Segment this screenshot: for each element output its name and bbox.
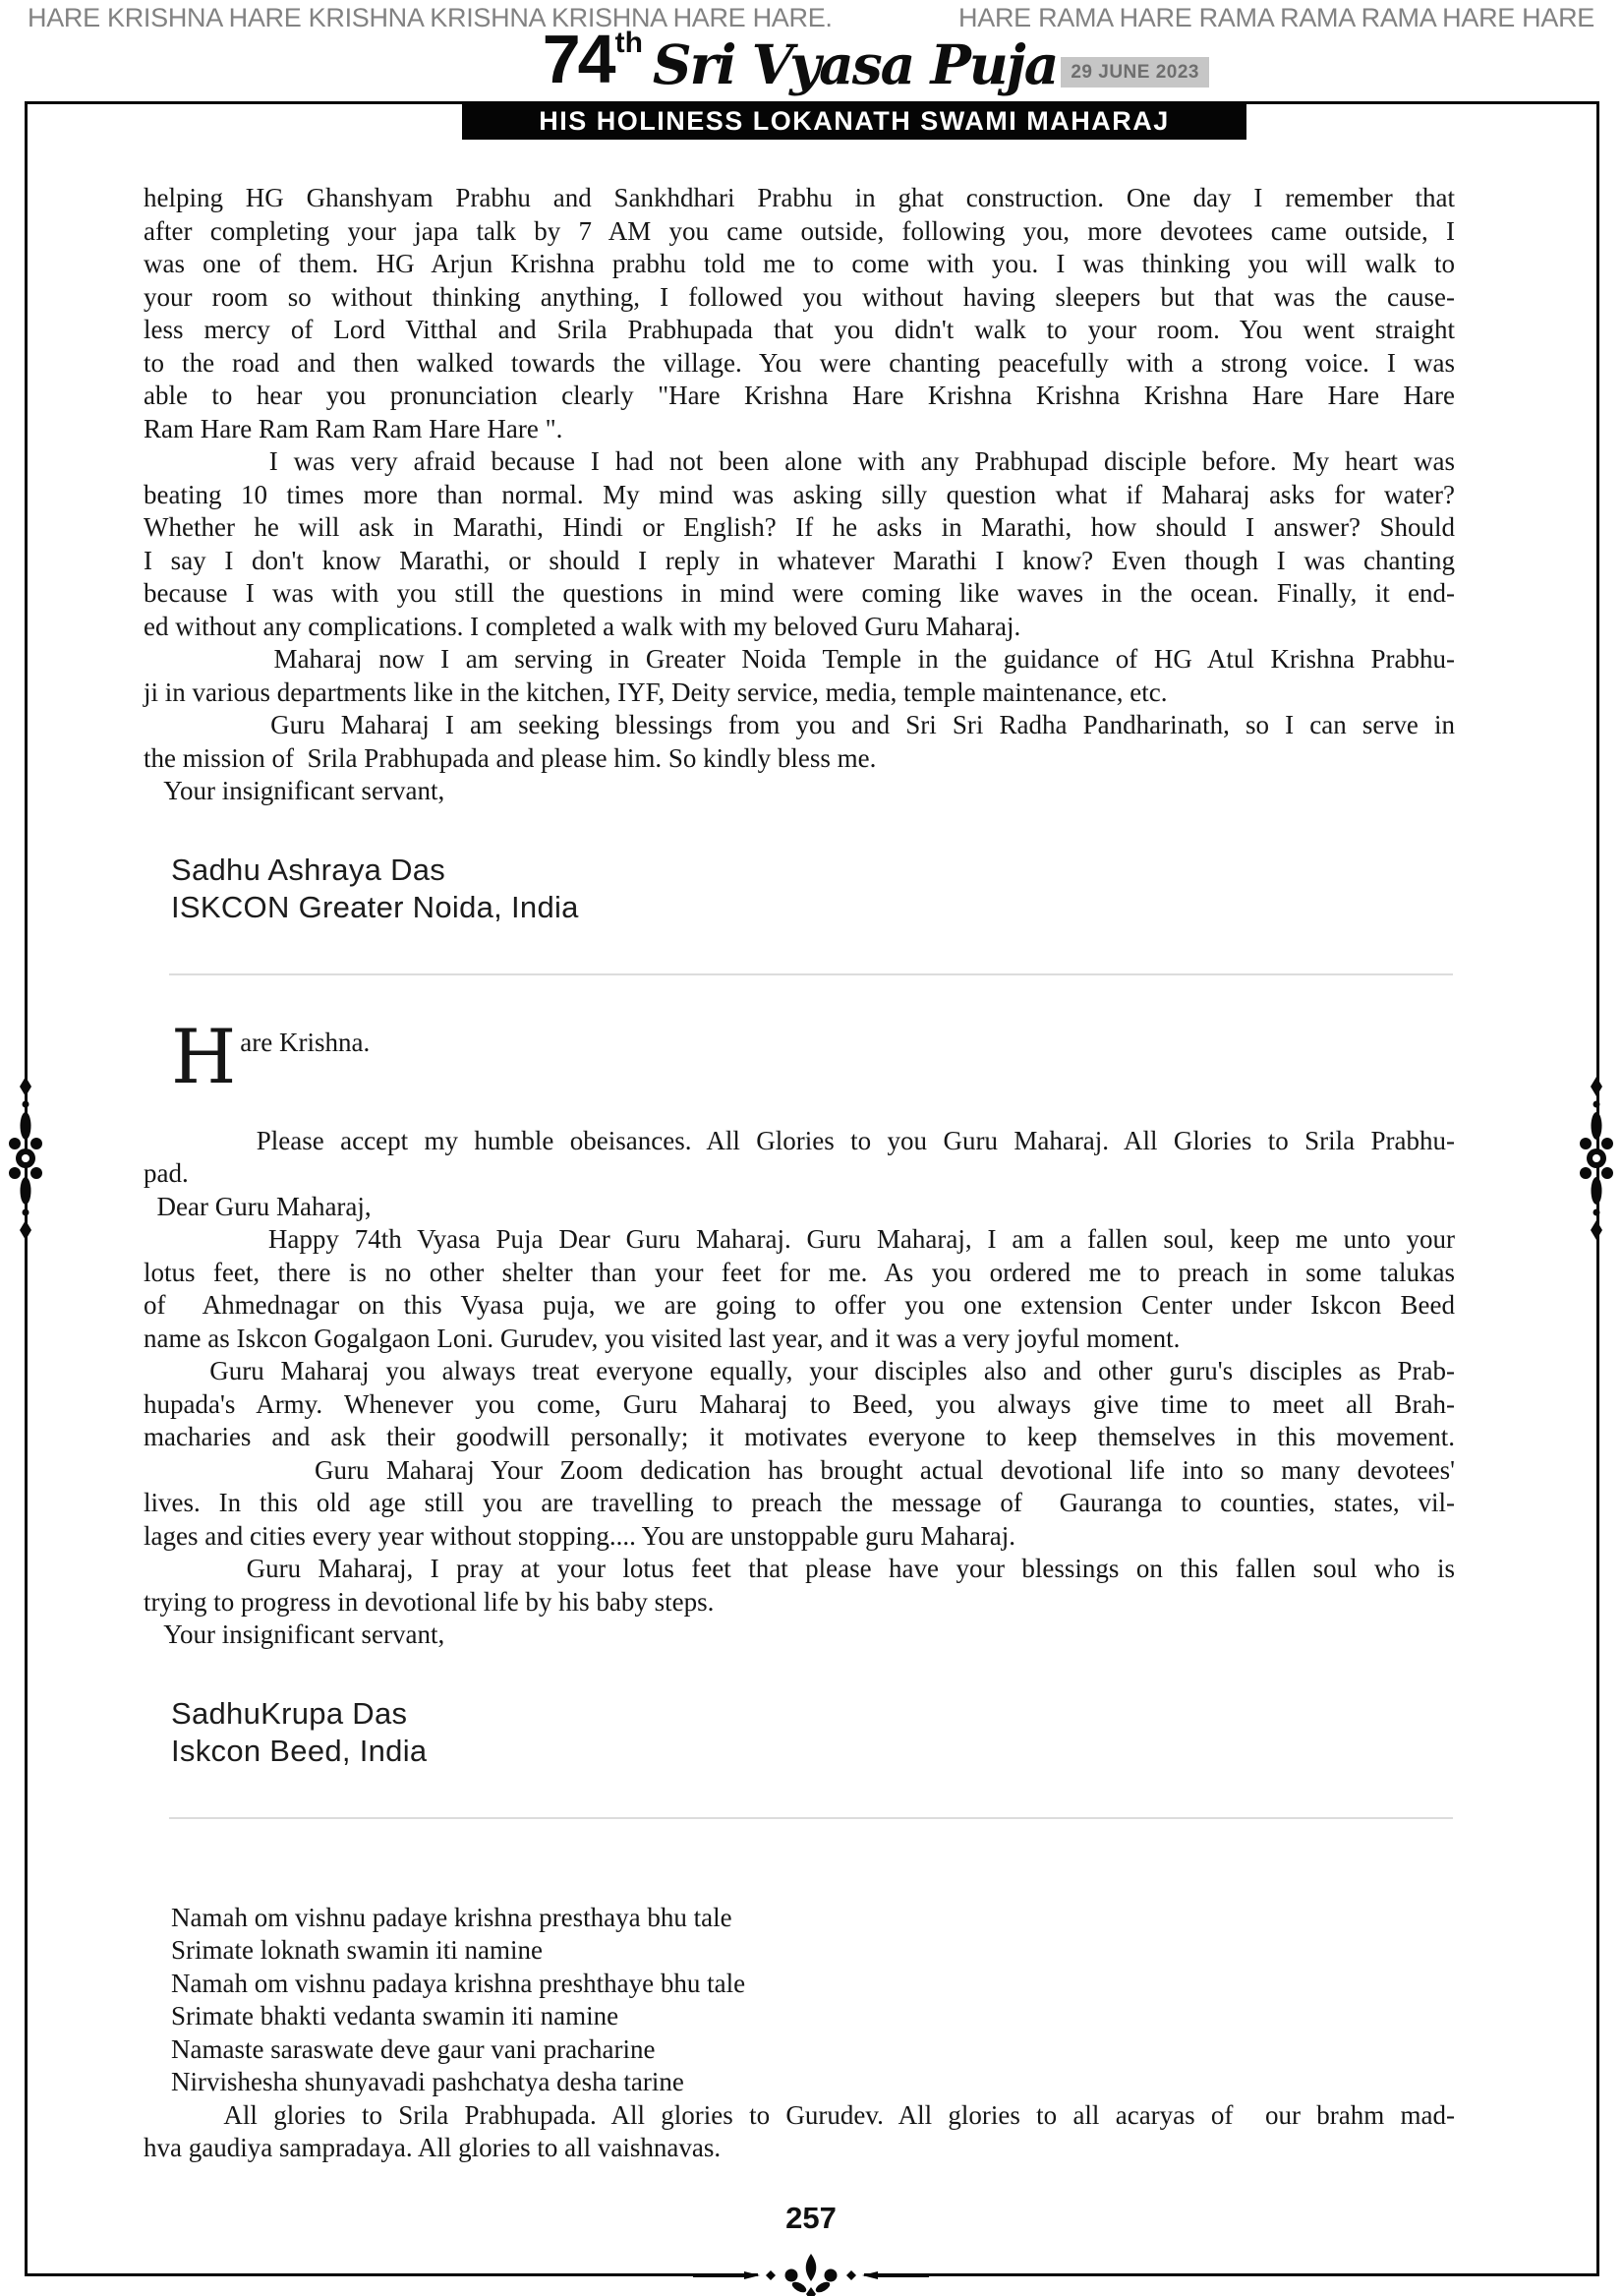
verse-line: Srimate bhakti vedanta swamin iti namine	[171, 2001, 619, 2031]
letter-section	[144, 182, 1455, 975]
letter-section	[144, 1902, 1455, 2165]
letter-line: to the road and then walked towards the village. You were chanting peacefully with a strong voice. I was	[144, 347, 1455, 378]
letter-closing: Your insignificant servant,	[144, 1619, 445, 1649]
letters-container	[144, 182, 1455, 2165]
signature-name: SadhuKrupa Das	[171, 1695, 408, 1731]
letter-line: ed without any complications. I completed a walk with my beloved Guru Maharaj.	[144, 611, 1021, 641]
letter-line: pad.	[144, 1158, 189, 1188]
banner-bar: HIS HOLINESS LOKANATH SWAMI MAHARAJ	[462, 102, 1246, 140]
letter-line: Happy 74th Vyasa Puja Dear Guru Maharaj. Guru Maharaj, I am a fallen soul, keep me unto your	[144, 1224, 1455, 1254]
verse-line: Srimate loknath swamin iti namine	[171, 1935, 543, 1965]
letter-line: All glories to Srila Prabhupada. All glories to Gurudev. All glories to all acaryas of our brahm mad-	[144, 2099, 1455, 2130]
letter-line: less mercy of Lord Vitthal and Srila Prabhupada that you didn't walk to your room. You went straight	[144, 315, 1455, 344]
letter-section	[144, 1012, 1455, 1819]
top-mantra	[28, 3, 1594, 33]
verse-line: Namah om vishnu padaya krishna preshthaye bhu tale	[171, 1968, 746, 1998]
letter-line: Whether he will ask in Marathi, Hindi or English? If he asks in Marathi, how should I answer? Should	[144, 512, 1455, 542]
letter-line: Guru Maharaj Your Zoom dedication has brought actual devotional life into so many devotees'	[144, 1454, 1455, 1485]
letter-line: your room so without thinking anything, I followed you without having sleepers but that was the cause-	[144, 281, 1455, 312]
signature-block	[144, 1695, 1455, 1770]
letter-line: able to hear you pronunciation clearly "Hare Krishna Hare Krishna Krishna Krishna Hare Hare Hare	[144, 381, 1455, 410]
signature-place: ISKCON Greater Noida, India	[171, 889, 579, 924]
letter-line: Dear Guru Maharaj,	[144, 1191, 372, 1221]
letter-opening	[144, 1012, 1455, 1100]
letter-line: was one of them. HG Arjun Krishna prabhu told me to come with you. I was thinking you will walk to	[144, 249, 1455, 278]
mantra-left: HARE KRISHNA HARE KRISHNA KRISHNA KRISHNA HARE HARE.	[28, 3, 833, 32]
section-divider	[169, 973, 1453, 975]
drop-cap: H	[171, 1012, 237, 1100]
title-number: 74	[542, 21, 613, 97]
letter-line: beating 10 times more than normal. My mind was asking silly question what if Maharaj asks for water?	[144, 479, 1455, 509]
letter-line: of Ahmednagar on this Vyasa puja, we are going to offer you one extension Center under Iskcon Beed	[144, 1290, 1455, 1320]
verse-line: Namaste saraswate deve gaur vani pracharine	[171, 2033, 656, 2064]
letter-line: trying to progress in devotional life by his baby steps.	[144, 1586, 715, 1617]
page-title	[542, 21, 1209, 97]
letter-line: after completing your japa talk by 7 AM you came outside, following you, more devotees came outside, I	[144, 215, 1455, 246]
letter-line: Please accept my humble obeisances. All Glories to you Guru Maharaj. All Glories to Srila Prabhu-	[144, 1125, 1455, 1155]
letter-line: lives. In this old age still you are travelling to preach the message of Gauranga to counties, states, vil-	[144, 1488, 1455, 1517]
page-number: 257	[785, 2201, 837, 2235]
title-ordinal-suffix: th	[614, 27, 643, 60]
letter-line: I was very afraid because I had not been alone with any Prabhupad disciple before. My heart was	[144, 446, 1455, 476]
letter-line: Guru Maharaj, I pray at your lotus feet that please have your blessings on this fallen soul who is	[144, 1554, 1455, 1583]
letter-line: I say I don't know Marathi, or should I reply in whatever Marathi I know? Even though I was chanting	[144, 545, 1455, 575]
mantra-right: HARE RAMA HARE RAMA RAMA RAMA HARE HARE	[958, 3, 1594, 32]
letter-line: ji in various departments like in the kitchen, IYF, Deity service, media, temple maintenance, etc.	[144, 677, 1168, 707]
footer-fleuron-ornament-icon	[693, 2252, 929, 2296]
letter-closing: Your insignificant servant,	[144, 776, 445, 805]
left-fleuron-ornament-icon	[6, 1075, 45, 1242]
letter-line: macharies and ask their goodwill personally; it motivates everyone to keep themselves in this movement.	[144, 1422, 1455, 1451]
letter-line: Guru Maharaj I am seeking blessings from you and Sri Sri Radha Pandharinath, so I can serve in	[144, 710, 1455, 739]
letter-line: because I was with you still the questions in mind were coming like waves in the ocean. Finally, it end-	[144, 578, 1455, 608]
verse-line: Namah om vishnu padaye krishna presthaya bhu tale	[171, 1902, 732, 1932]
title-name: Sri Vyasa Puja	[652, 31, 1058, 96]
date-badge: 29 JUNE 2023	[1061, 57, 1209, 88]
letter-line: the mission of Srila Prabhupada and please him. So kindly bless me.	[144, 742, 877, 773]
letter-opening-text: are Krishna.	[240, 1027, 371, 1057]
letter-line: hva gaudiya sampradaya. All glories to all vaishnavas.	[144, 2133, 722, 2162]
right-fleuron-ornament-icon	[1577, 1075, 1616, 1242]
letter-line: lages and cities every year without stopping.... You are unstoppable guru Maharaj.	[144, 1520, 1016, 1551]
verse-line: Nirvishesha shunyavadi pashchatya desha tarine	[171, 2067, 684, 2096]
letter-line: lotus feet, there is no other shelter than your feet for me. As you ordered me to preach in some talukas	[144, 1257, 1455, 1287]
letter-line: hupada's Army. Whenever you come, Guru Maharaj to Beed, you always give time to meet all Brah-	[144, 1388, 1455, 1419]
letter-line: helping HG Ghanshyam Prabhu and Sankhdhari Prabhu in ghat construction. One day I remember that	[144, 183, 1455, 212]
letter-line: Maharaj now I am serving in Greater Noida Temple in the guidance of HG Atul Krishna Prabhu-	[144, 644, 1455, 674]
letter-line: Guru Maharaj you always treat everyone equally, your disciples also and other guru's disciples as Prab-	[144, 1356, 1455, 1385]
letter-line: name as Iskcon Gogalgaon Loni. Gurudev, you visited last year, and it was a very joyful moment.	[144, 1323, 1181, 1353]
signature-block	[144, 852, 1455, 926]
letter-line: Ram Hare Ram Ram Ram Hare Hare ".	[144, 413, 563, 443]
signature-place: Iskcon Beed, India	[171, 1733, 428, 1768]
section-divider	[169, 1817, 1453, 1819]
signature-name: Sadhu Ashraya Das	[171, 852, 446, 887]
